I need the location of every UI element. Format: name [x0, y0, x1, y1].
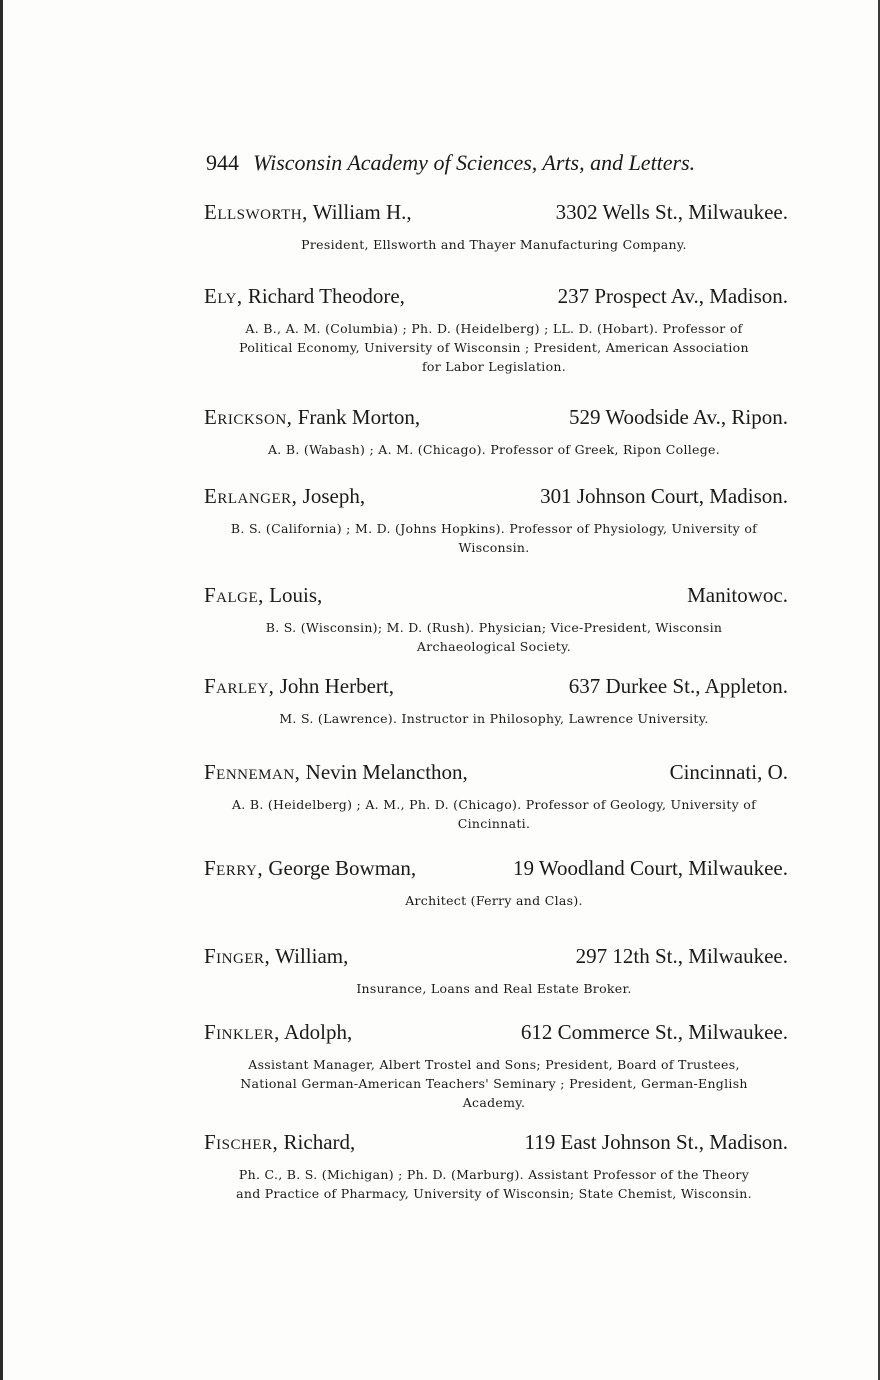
entry-heading: [204, 484, 788, 514]
entry-heading: [204, 944, 788, 974]
member-surname: Ely,: [204, 284, 243, 308]
member-given-name: William H.,: [312, 200, 412, 224]
entry-heading: [204, 583, 788, 613]
member-address: 3302 Wells St., Milwaukee.: [555, 200, 788, 224]
member-description: B. S. (California) ; M. D. (Johns Hopkins). Professor of Physiology, University of Wisconsin.: [230, 521, 758, 555]
member-entry: [204, 1020, 788, 1112]
entry-heading: [204, 405, 788, 435]
member-surname: Finger,: [204, 944, 271, 968]
member-given-name: Richard,: [283, 1130, 356, 1154]
page-number: 944: [206, 150, 239, 175]
entry-heading: [204, 200, 788, 230]
entry-heading: [204, 760, 788, 790]
member-address: Manitowoc.: [687, 583, 788, 607]
member-given-name: Richard Theodore,: [247, 284, 405, 308]
member-surname: Finkler,: [204, 1020, 280, 1044]
entry-heading: [204, 856, 788, 886]
member-given-name: John Herbert,: [279, 674, 394, 698]
member-address: 529 Woodside Av., Ripon.: [568, 405, 788, 429]
entry-heading: [204, 1130, 788, 1160]
member-description: A. B. (Heidelberg) ; A. M., Ph. D. (Chicago). Professor of Geology, University of Cincinnati.: [231, 797, 757, 831]
member-description: A. B. (Wabash) ; A. M. (Chicago). Professor of Greek, Ripon College.: [267, 442, 721, 457]
member-description: Insurance, Loans and Real Estate Broker.: [356, 981, 632, 996]
member-address: 301 Johnson Court, Madison.: [540, 484, 788, 508]
member-surname: Erlanger,: [204, 484, 298, 508]
member-given-name: Frank Morton,: [297, 405, 421, 429]
member-description: Architect (Ferry and Clas).: [405, 893, 583, 908]
member-description: Ph. C., B. S. (Michigan) ; Ph. D. (Marburg). Assistant Professor of the Theory and Practice of Pharmacy, University of Wisconsin; State Chemist, Wisconsin.: [236, 1167, 752, 1201]
member-address: 297 12th St., Milwaukee.: [575, 944, 788, 968]
member-given-name: William,: [275, 944, 349, 968]
member-description: A. B., A. M. (Columbia) ; Ph. D. (Heidelberg) ; LL. D. (Hobart). Professor of Political Economy, University of Wisconsin ; President, American Association for Labor Legislation.: [239, 321, 749, 374]
member-entry: [204, 944, 788, 998]
member-given-name: Nevin Melancthon,: [305, 760, 468, 784]
journal-title: Wisconsin Academy of Sciences, Arts, and Letters.: [253, 150, 696, 175]
member-address: 637 Durkee St., Appleton.: [568, 674, 788, 698]
member-entry: [204, 583, 788, 656]
member-entry: [204, 856, 788, 910]
member-surname: Farley,: [204, 674, 275, 698]
member-address: 19 Woodland Court, Milwaukee.: [513, 856, 788, 880]
member-surname: Ferry,: [204, 856, 264, 880]
member-surname: Fenneman,: [204, 760, 301, 784]
member-given-name: Adolph,: [284, 1020, 353, 1044]
member-description: M. S. (Lawrence). Instructor in Philosophy, Lawrence University.: [279, 711, 709, 726]
entry-heading: [204, 284, 788, 314]
member-address: 612 Commerce St., Milwaukee.: [520, 1020, 788, 1044]
member-surname: Falge,: [204, 583, 264, 607]
member-given-name: Louis,: [269, 583, 323, 607]
member-given-name: George Bowman,: [268, 856, 417, 880]
member-entry: [204, 405, 788, 459]
member-surname: Erickson,: [204, 405, 293, 429]
entry-heading: [204, 1020, 788, 1050]
member-surname: Fischer,: [204, 1130, 279, 1154]
member-description: Assistant Manager, Albert Trostel and Sons; President, Board of Trustees, National German-American Teachers' Seminary ; President, German-English Academy.: [240, 1057, 748, 1110]
member-description: B. S. (Wisconsin); M. D. (Rush). Physician; Vice-President, Wisconsin Archaeological Society.: [265, 620, 723, 654]
member-address: Cincinnati, O.: [669, 760, 788, 784]
member-entry: [204, 484, 788, 557]
member-entry: [204, 674, 788, 728]
running-head: [206, 150, 746, 176]
member-entry: [204, 760, 788, 833]
member-address: 119 East Johnson St., Madison.: [524, 1130, 788, 1154]
member-surname: Ellsworth,: [204, 200, 308, 224]
member-description: President, Ellsworth and Thayer Manufacturing Company.: [301, 237, 687, 252]
member-given-name: Joseph,: [302, 484, 366, 508]
member-address: 237 Prospect Av., Madison.: [557, 284, 788, 308]
member-entry: [204, 200, 788, 254]
entry-heading: [204, 674, 788, 704]
scan-edge-left: [0, 0, 3, 1380]
member-entry: [204, 1130, 788, 1203]
member-entry: [204, 284, 788, 376]
